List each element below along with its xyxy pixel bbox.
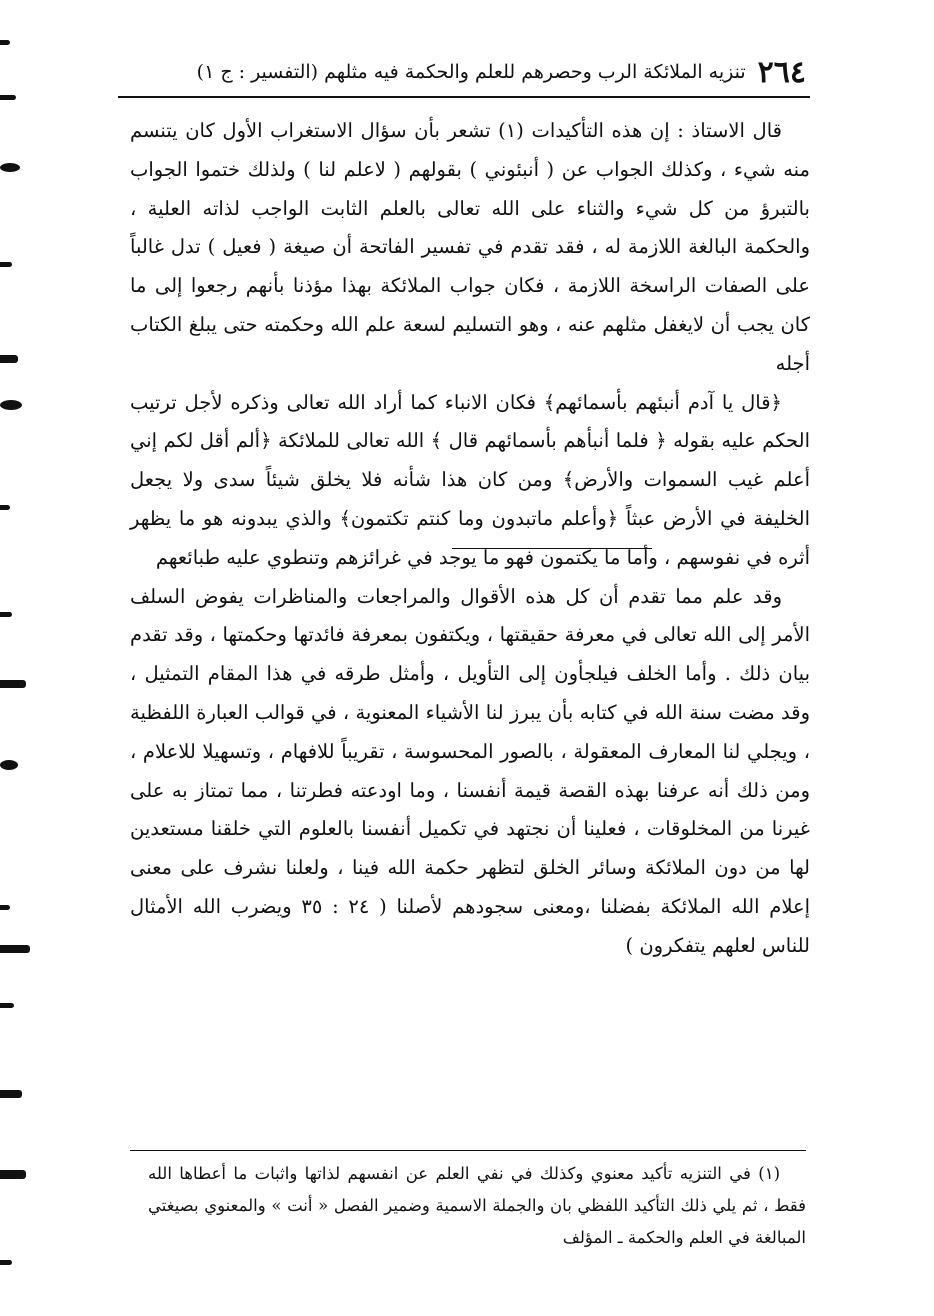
binding-mark [0,945,30,953]
binding-mark [0,680,26,688]
page-number: ٢٦٤ [757,54,806,90]
binding-mark [0,163,20,172]
paragraph: قال الاستاذ : إن هذه التأكيدات (١) تشعر بأن سؤال الاستغراب الأول كان يتنسم منه شيء ، وكذلك الجواب عن ( أنبئوني ) بقولهم ( لاعلم لنا ) ولذلك ختموا الجواب بالتبرؤ من كل شيء والثناء على الله تعالى بالعلم الثابت الواجب لذاته العلية ، والحكمة البالغة اللازمة له ، فقد تقدم في تفسير الفاتحة أن صيغة ( فعيل ) تدل غالباً على الصفات الراسخة اللازمة ، فكان جواب الملائكة بهذا مؤذنا بأنهم رجعوا إلى ما كان يجب أن لايغفل مثلهم عنه ، وهو التسليم لسعة علم الله وحكمته حتى يبلغ الكتاب أجله [130,119,811,375]
paragraph: وقد علم مما تقدم أن كل هذه الأقوال والمراجعات والمناظرات يفوض السلف الأمر إلى الله تعالى في معرفة حقيقتها ، ويكتفون بمعرفة فائدتها وحكمتها ، وقد تقدم بيان ذلك . وأما الخلف فيلجأون إلى التأويل ، وأمثل طرقه في هذا المقام التمثيل ، وقد مضت سنة الله في كتابه بأن يبرز لنا الأشياء المعنوية ، في قوالب العبارة اللفظية ، ويجلي لنا المعارف المعقولة ، بالصور المحسوسة ، تقريباً للافهام ، وتسهيلا للاعلام ، ومن ذلك أنه عرفنا بهذه القصة قيمة أنفسنا ، وما اودعته فطرتنا ، مما تمتاز به على غيرنا من المخلوقات ، فعلينا أن نجتهد في تكميل أنفسنا بالعلوم التي خلقنا مستعدين لها من دون الملائكة وسائر الخلق لتظهر حكمة الله فينا ، ولعلنا نشرف على معنى إعلام الله الملائكة بفضلنا ،ومعنى سجودهم لأصلنا ( ٢٤ : ٣٥ ويضرب الله الأمثال للناس لعلهم يتفكرون ) [130,584,811,957]
binding-mark [0,612,12,617]
binding-mark [0,40,10,45]
binding-mark [0,400,22,410]
binding-mark [0,760,18,770]
binding-mark [0,1260,12,1265]
verse-underline [452,548,652,549]
binding-mark [0,262,12,267]
binding-mark [0,905,10,910]
binding-mark [0,505,10,510]
running-title: تنزيه الملائكة الرب وحصرهم للعلم والحكمة فيه مثلهم (التفسير : ج ١) [196,61,746,83]
binding-mark [0,95,16,100]
binding-mark [0,1003,14,1008]
binding-mark [0,1170,26,1179]
page-header [120,52,806,92]
footnote-text: (١) في التنزيه تأكيد معنوي وكذلك في نفي العلم عن انفسهم لذاتها واثبات ما أعطاها الله فقط ، ثم يلي ذلك التأكيد اللفظي بان والجملة الاسمية وضمير الفصل « أنت » والمعنوي بصيغتي المبالغة في العلم والحكمة ـ المؤلف [148,1164,806,1247]
body-text [130,112,810,966]
header-rule [118,96,810,98]
binding-mark [0,355,18,363]
binding-mark [0,1090,22,1098]
footnote [148,1158,806,1254]
paragraph: ﴿قال يا آدم أنبئهم بأسمائهم﴾ فكان الانباء كما أراد الله تعالى وذكره لأجل ترتيب الحكم عليه بقوله ﴿ فلما أنبأهم بأسمائهم قال ﴾ الله تعالى للملائكة ﴿ألم أقل لكم إني أعلم غيب السموات والأرض﴾ ومن كان هذا شأنه فلا يخلق شيئاً سدى ولا يجعل الخليفة في الأرض عبثاً ﴿وأعلم ماتبدون وما كنتم تكتمون﴾ والذي يبدونه هو ما يظهر أثره في نفوسهم ، وأما ما يكتمون فهو ما يوجد في غرائزهم وتنطوي عليه طبائعهم [130,390,810,569]
footnote-rule [130,1150,806,1151]
